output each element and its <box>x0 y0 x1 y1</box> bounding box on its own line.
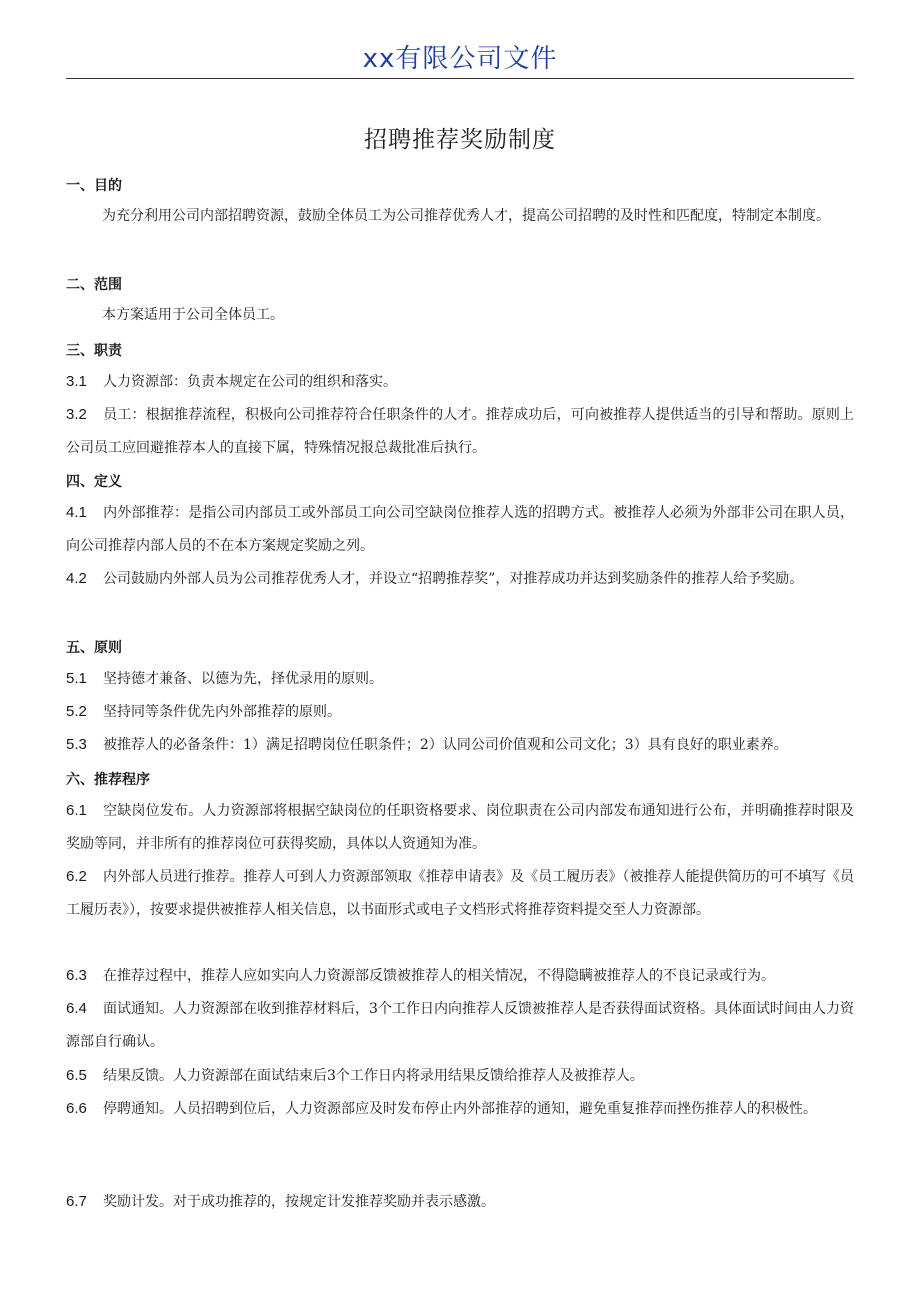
item-number: 6.4 <box>66 1000 87 1017</box>
list-item <box>66 1185 854 1219</box>
item-number: 4.2 <box>66 570 87 587</box>
item-text: 停聘通知。人员招聘到位后，人力资源部应及时发布停止内外部推荐的通知，避免重复推荐而挫伤推荐人的积极性。 <box>103 1101 817 1117</box>
item-text: 员工：根据推荐流程，积极向公司推荐符合任职条件的人才。推荐成功后，可向被推荐人提供适当的引导和帮助。原则上公司员工应回避推荐本人的直接下属，特殊情况报总裁批准后执行。 <box>66 407 854 456</box>
item-number: 5.2 <box>66 703 87 720</box>
item-text: 在推荐过程中，推荐人应如实向人力资源部反馈被推荐人的相关情况，不得隐瞒被推荐人的不良记录或行为。 <box>103 968 775 984</box>
section-heading-purpose: 一、目的 <box>66 178 122 194</box>
list-item <box>66 959 854 993</box>
list-item <box>66 365 854 399</box>
list-item <box>66 860 854 927</box>
list-item <box>66 1092 854 1126</box>
item-number: 6.3 <box>66 967 87 984</box>
item-number: 5.1 <box>66 670 87 687</box>
list-item <box>66 496 854 563</box>
section-heading-principles: 五、原则 <box>66 640 122 656</box>
list-item <box>66 794 854 861</box>
list-item <box>66 695 854 729</box>
item-number: 6.5 <box>66 1067 87 1084</box>
item-number: 3.2 <box>66 406 87 423</box>
item-text: 坚持同等条件优先内外部推荐的原则。 <box>103 704 341 720</box>
item-text: 人力资源部：负责本规定在公司的组织和落实。 <box>103 374 397 390</box>
section-body-scope: 本方案适用于公司全体员工。 <box>102 307 284 323</box>
item-number: 6.1 <box>66 802 87 819</box>
item-number: 6.2 <box>66 868 87 885</box>
item-text: 内外部人员进行推荐。推荐人可到人力资源部领取《推荐申请表》及《员工履历表》（被推荐人能提供简历的可不填写《员工履历表》），按要求提供被推荐人相关信息，以书面形式或电子文档形式将推荐资料提交至人力资源部。 <box>66 869 854 918</box>
item-text: 坚持德才兼备、以德为先，择优录用的原则。 <box>103 671 383 687</box>
list-item <box>66 662 854 696</box>
document-title: 招聘推荐奖励制度 <box>364 127 556 153</box>
item-number: 3.1 <box>66 373 87 390</box>
item-number: 6.6 <box>66 1100 87 1117</box>
item-text: 公司鼓励内外部人员为公司推荐优秀人才，并设立“招聘推荐奖”，对推荐成功并达到奖励条件的推荐人给予奖励。 <box>103 571 804 587</box>
document-header <box>66 40 854 79</box>
section-heading-scope: 二、范围 <box>66 277 122 293</box>
item-number: 6.7 <box>66 1193 87 1210</box>
section-heading-procedure: 六、推荐程序 <box>66 772 150 788</box>
header-title: xx有限公司文件 <box>362 44 558 74</box>
item-text: 空缺岗位发布。人力资源部将根据空缺岗位的任职资格要求、岗位职责在公司内部发布通知进行公布，并明确推荐时限及奖励等同，并非所有的推荐岗位可获得奖励，具体以人资通知为准。 <box>66 803 854 852</box>
list-item <box>66 1059 854 1093</box>
item-text: 奖励计发。对于成功推荐的，按规定计发推荐奖励并表示感激。 <box>103 1194 495 1210</box>
item-number: 4.1 <box>66 504 87 521</box>
item-text: 内外部推荐：是指公司内部员工或外部员工向公司空缺岗位推荐人选的招聘方式。被推荐人必须为外部非公司在职人员，向公司推荐内部人员的不在本方案规定奖励之列。 <box>66 505 854 554</box>
list-item <box>66 562 854 596</box>
item-text: 被推荐人的必备条件：1）满足招聘岗位任职条件；2）认同公司价值观和公司文化；3）具有良好的职业素养。 <box>103 737 788 753</box>
item-number: 5.3 <box>66 736 87 753</box>
section-heading-duties: 三、职责 <box>66 343 122 359</box>
list-item <box>66 992 854 1059</box>
item-text: 面试通知。人力资源部在收到推荐材料后，3个工作日内向推荐人反馈被推荐人是否获得面试资格。具体面试时间由人力资源部自行确认。 <box>66 1001 854 1050</box>
section-heading-definitions: 四、定义 <box>66 474 122 490</box>
list-item <box>66 398 854 465</box>
list-item <box>66 728 854 762</box>
item-text: 结果反馈。人力资源部在面试结束后3个工作日内将录用结果反馈给推荐人及被推荐人。 <box>103 1068 644 1084</box>
section-body-purpose: 为充分利用公司内部招聘资源，鼓励全体员工为公司推荐优秀人才，提高公司招聘的及时性和匹配度，特制定本制度。 <box>102 208 830 224</box>
